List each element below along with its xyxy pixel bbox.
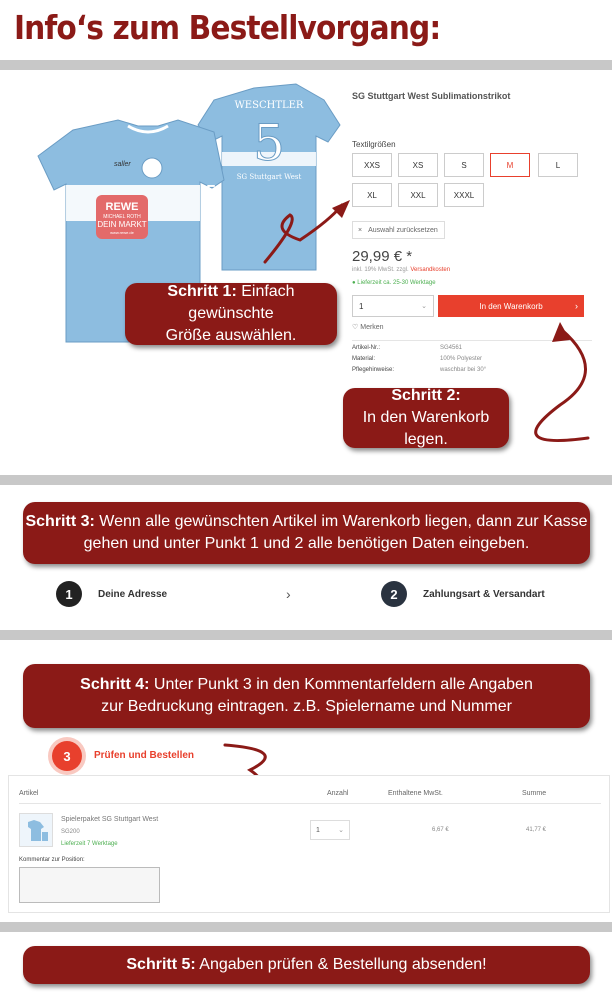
back-name-label: WESCHTLER [234, 100, 304, 111]
reset-selection-button[interactable] [352, 221, 445, 239]
spec-value-care: waschbar bei 30° [440, 367, 487, 373]
item-sum: 41,77 € [526, 827, 547, 833]
shipping-link[interactable]: Versandkosten [410, 267, 451, 273]
step-label: Zahlungsart & Versandart [423, 588, 545, 600]
step3-callout: Schritt 3: Wenn alle gewünschten Artikel im Warenkorb liegen, dann zur Kasse gehen und unter Punkt 1 und 2 alle benötigen Daten eingeben. [23, 502, 590, 564]
back-number-label: 5 [253, 114, 285, 172]
product-title: SG Stuttgart West Sublimationstrikot [352, 91, 511, 101]
spec-key-care: Pflegehinweise: [352, 367, 395, 373]
chevron-right-icon: › [575, 301, 578, 311]
sponsor-line3: DEIN MARKT [97, 220, 147, 229]
chevron-down-icon: ⌄ [338, 827, 344, 834]
size-option-s[interactable]: S [444, 153, 484, 177]
spec-key-sku: Artikel-Nr.: [352, 345, 381, 351]
separator [0, 475, 612, 485]
status-dot-icon: ● [352, 280, 358, 286]
checkout-step-payment[interactable] [381, 581, 545, 607]
spec-value-material: 100% Polyester [440, 356, 483, 362]
spec-value-sku: SG4561 [440, 345, 463, 351]
column-header-article: Artikel [19, 790, 39, 797]
item-vat: 6,67 € [432, 827, 449, 833]
step-number-badge: 2 [381, 581, 407, 607]
step-number-badge: 1 [56, 581, 82, 607]
review-step-label: Prüfen und Bestellen [94, 750, 195, 761]
quantity-select[interactable] [352, 295, 434, 317]
sponsor-line2: MICHAEL ROTH [103, 214, 141, 220]
column-header-sum: Summe [522, 790, 547, 797]
back-team-label: SG Stuttgart West [236, 173, 302, 181]
add-to-cart-button[interactable] [438, 295, 584, 317]
item-delivery: Lieferzeit 7 Werktage [61, 841, 118, 847]
close-icon: × [358, 226, 363, 234]
separator [0, 922, 612, 932]
item-quantity-select[interactable]: 1 ⌄ [310, 820, 350, 840]
checkout-step-address[interactable] [56, 581, 167, 607]
vat-note: inkl. 19% MwSt. zzgl. Versandkosten [352, 267, 451, 273]
item-thumbnail [19, 813, 53, 847]
size-option-l[interactable]: L [538, 153, 578, 177]
step4-callout: Schritt 4: Unter Punkt 3 in den Kommentarfeldern alle Angaben zur Bedruckung eintragen. z.B. Spielername und Nummer [23, 664, 590, 728]
side-number: 5 [206, 182, 217, 202]
divider [352, 340, 592, 341]
size-label: Textilgrößen [352, 140, 396, 149]
column-header-qty: Anzahl [327, 790, 349, 797]
comment-label: Kommentar zur Position: [19, 857, 85, 863]
item-sku: SG200 [61, 829, 80, 835]
size-option-m[interactable]: M [490, 153, 530, 177]
step1-callout: Schritt 1: Einfach gewünschte Größe auswählen. [125, 283, 337, 345]
size-option-xxxl[interactable]: XXXL [444, 183, 484, 207]
separator [0, 630, 612, 640]
separator [0, 60, 612, 70]
column-header-vat: Enthaltene MwSt. [388, 790, 443, 797]
wishlist-button[interactable]: ♡ Merken [352, 324, 384, 331]
chevron-down-icon: ⌄ [421, 303, 427, 310]
step5-callout: Schritt 5: Angaben prüfen & Bestellung absenden! [23, 946, 590, 984]
brand-label: saller [114, 161, 131, 168]
size-option-xs[interactable]: XS [398, 153, 438, 177]
sponsor-line4: www.rewe.de [110, 230, 134, 235]
spec-key-material: Material: [352, 356, 376, 362]
step-label: Deine Adresse [98, 588, 168, 600]
page-title: Info‘s zum Bestellvorgang: [14, 8, 441, 47]
quantity-value: 1 [359, 301, 364, 311]
comment-textarea[interactable] [19, 867, 160, 903]
item-name[interactable]: Spielerpaket SG Stuttgart West [61, 816, 159, 823]
step2-callout: Schritt 2: In den Warenkorb legen. [343, 388, 509, 448]
arrow-step2 [536, 330, 588, 441]
add-to-cart-label: In den Warenkorb [479, 301, 543, 311]
reset-label: Auswahl zurücksetzen [368, 226, 438, 234]
size-option-xxl[interactable]: XXL [398, 183, 438, 207]
size-option-xxs[interactable]: XXS [352, 153, 392, 177]
heart-icon: ♡ [352, 324, 361, 331]
review-step-badge: 3 [52, 741, 82, 771]
price: 29,99 € * [352, 248, 413, 265]
divider [19, 803, 601, 804]
size-option-xl[interactable]: XL [352, 183, 392, 207]
delivery-time: ● Lieferzeit ca. 25-30 Werktage [352, 280, 436, 286]
chevron-right-icon: › [286, 586, 291, 602]
sponsor-line1: REWE [105, 201, 139, 213]
